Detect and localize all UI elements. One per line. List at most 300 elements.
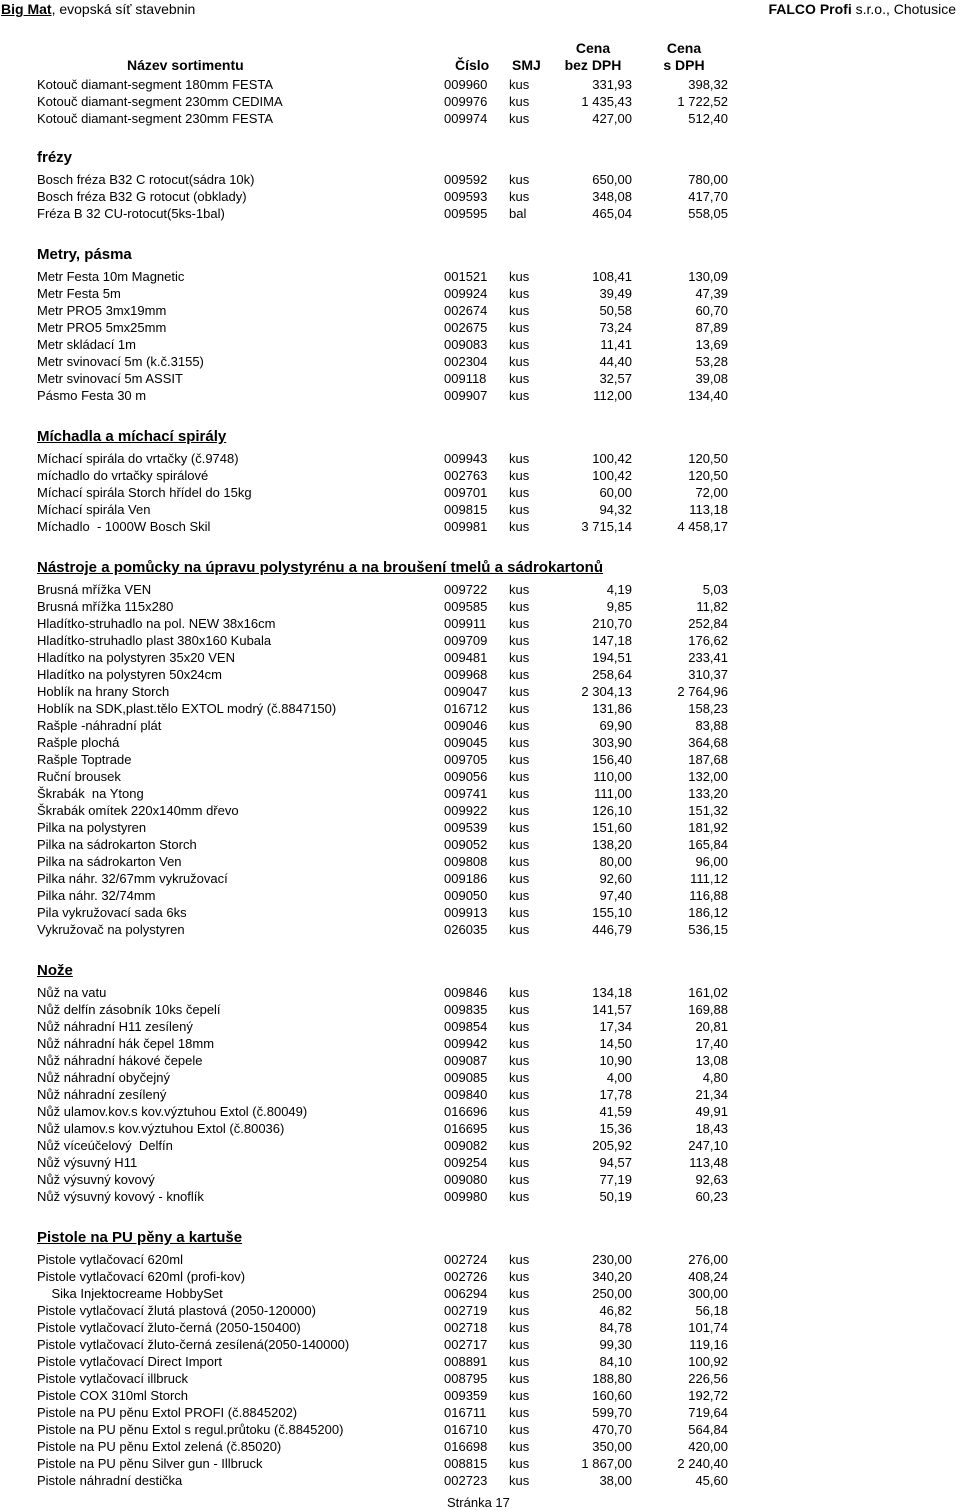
item-price-inc-vat: 181,92 — [688, 820, 728, 835]
price-list — [37, 76, 737, 1489]
item-number: 001521 — [444, 269, 488, 284]
item-price-ex-vat: 599,70 — [592, 1405, 632, 1420]
item-name: Pila vykružovací sada 6ks — [37, 905, 187, 920]
item-price-inc-vat: 47,39 — [695, 286, 728, 301]
item-unit: kus — [509, 1422, 530, 1437]
item-unit: kus — [509, 1189, 530, 1204]
item-price-inc-vat: 45,60 — [695, 1473, 728, 1488]
item-name: Míchadlo - 1000W Bosch Skil — [37, 519, 211, 534]
item-name: Pistole na PU pěnu Silver gun - Illbruck — [37, 1456, 263, 1471]
item-price-inc-vat: 192,72 — [688, 1388, 728, 1403]
item-number: 002717 — [444, 1337, 488, 1352]
table-row — [37, 1171, 737, 1188]
item-unit: kus — [509, 871, 530, 886]
table-row — [37, 353, 737, 370]
table-row — [37, 1472, 737, 1489]
item-name: Pilka náhr. 32/67mm vykružovací — [37, 871, 228, 886]
price-inc-label-1: Cena — [666, 40, 702, 56]
table-row — [37, 1137, 737, 1154]
item-name: Pistole vytlačovací žlutá plastová (2050-120000) — [37, 1303, 316, 1318]
item-name: Nůž delfín zásobník 10ks čepelí — [37, 1002, 221, 1017]
item-number: 009922 — [444, 803, 488, 818]
item-unit: kus — [509, 667, 530, 682]
item-unit: kus — [509, 701, 530, 716]
item-price-inc-vat: 20,81 — [695, 1019, 728, 1034]
item-unit: kus — [509, 1155, 530, 1170]
item-price-ex-vat: 17,78 — [599, 1087, 632, 1102]
item-price-ex-vat: 44,40 — [599, 354, 632, 369]
item-unit: kus — [509, 1337, 530, 1352]
table-row — [37, 1438, 737, 1455]
table-row — [37, 1336, 737, 1353]
item-name: Hladítko na polystyren 35x20 VEN — [37, 650, 235, 665]
table-row — [37, 1188, 737, 1205]
item-unit: kus — [509, 77, 530, 92]
item-price-ex-vat: 427,00 — [592, 111, 632, 126]
item-name: Rašple -náhradní plát — [37, 718, 162, 733]
item-price-ex-vat: 303,90 — [592, 735, 632, 750]
item-price-inc-vat: 176,62 — [688, 633, 728, 648]
table-row — [37, 802, 737, 819]
table-row — [37, 887, 737, 904]
item-name: Škrabák na Ytong — [37, 786, 144, 801]
item-price-ex-vat: 446,79 — [592, 922, 632, 937]
section-gap — [37, 1205, 737, 1229]
item-unit: kus — [509, 269, 530, 284]
table-row — [37, 1285, 737, 1302]
item-name: Pistole COX 310ml Storch — [37, 1388, 189, 1403]
item-unit: kus — [509, 189, 530, 204]
header-brand-link[interactable]: Big Mat — [1, 1, 52, 17]
table-row — [37, 1404, 737, 1421]
section-gap — [37, 938, 737, 962]
item-price-ex-vat: 69,90 — [599, 718, 632, 733]
section-gap — [37, 535, 737, 559]
item-name: Nůž náhradní zesílený — [37, 1087, 167, 1102]
table-row — [37, 285, 737, 302]
table-row — [37, 768, 737, 785]
item-number: 009585 — [444, 599, 488, 614]
item-unit: kus — [509, 616, 530, 631]
item-price-ex-vat: 39,49 — [599, 286, 632, 301]
item-name: Metr PRO5 3mx19mm — [37, 303, 167, 318]
item-name: Metr svinovací 5m (k.č.3155) — [37, 354, 204, 369]
item-price-inc-vat: 60,70 — [695, 303, 728, 318]
item-price-ex-vat: 32,57 — [599, 371, 632, 386]
item-price-ex-vat: 131,86 — [592, 701, 632, 716]
item-price-inc-vat: 536,15 — [688, 922, 728, 937]
item-unit: kus — [509, 1320, 530, 1335]
item-name: Kotouč diamant-segment 230mm FESTA — [37, 111, 274, 126]
item-name: Nůž výsuvný kovový - knoflík — [37, 1189, 204, 1204]
item-unit: kus — [509, 320, 530, 335]
item-number: 009808 — [444, 854, 488, 869]
item-name: Rašple Toptrade — [37, 752, 132, 767]
item-unit: kus — [509, 769, 530, 784]
item-number: 009741 — [444, 786, 488, 801]
item-number: 009595 — [444, 206, 488, 221]
item-unit: kus — [509, 1439, 530, 1454]
item-price-inc-vat: 49,91 — [695, 1104, 728, 1119]
item-unit: kus — [509, 684, 530, 699]
item-price-inc-vat: 87,89 — [695, 320, 728, 335]
section-heading: frézy — [37, 149, 73, 166]
table-row — [37, 1353, 737, 1370]
table-row — [37, 484, 737, 501]
item-price-inc-vat: 39,08 — [695, 371, 728, 386]
item-price-ex-vat: 230,00 — [592, 1252, 632, 1267]
table-row — [37, 598, 737, 615]
item-price-ex-vat: 100,42 — [592, 451, 632, 466]
item-number: 009835 — [444, 1002, 488, 1017]
section-heading: Nože — [37, 962, 73, 979]
table-row — [37, 1302, 737, 1319]
item-price-inc-vat: 2 764,96 — [677, 684, 728, 699]
item-number: 009087 — [444, 1053, 488, 1068]
item-name: Pásmo Festa 30 m — [37, 388, 147, 403]
item-number: 009981 — [444, 519, 488, 534]
item-price-ex-vat: 350,00 — [592, 1439, 632, 1454]
item-price-ex-vat: 340,20 — [592, 1269, 632, 1284]
item-price-inc-vat: 398,32 — [688, 77, 728, 92]
item-number: 009840 — [444, 1087, 488, 1102]
section-heading: Nástroje a pomůcky na úpravu polystyrénu a na broušení tmelů a sádrokartonů — [37, 559, 603, 576]
item-price-inc-vat: 133,20 — [688, 786, 728, 801]
item-price-ex-vat: 100,42 — [592, 468, 632, 483]
item-number: 009815 — [444, 502, 488, 517]
item-name: Pilka na sádrokarton Ven — [37, 854, 182, 869]
table-row — [37, 1319, 737, 1336]
table-row — [37, 76, 737, 93]
table-row — [37, 171, 737, 188]
table-row — [37, 518, 737, 535]
item-price-inc-vat: 2 240,40 — [677, 1456, 728, 1471]
item-price-inc-vat: 113,48 — [689, 1155, 728, 1170]
table-row — [37, 700, 737, 717]
item-name: Nůž na vatu — [37, 985, 107, 1000]
item-price-inc-vat: 1 722,52 — [677, 94, 728, 109]
item-unit: kus — [509, 1002, 530, 1017]
section-heading: Pistole na PU pěny a kartuše — [37, 1229, 243, 1246]
item-price-ex-vat: 50,58 — [599, 303, 632, 318]
table-row — [37, 1154, 737, 1171]
table-row — [37, 1035, 737, 1052]
item-number: 009854 — [444, 1019, 488, 1034]
item-price-ex-vat: 210,70 — [592, 616, 632, 631]
item-price-inc-vat: 60,23 — [695, 1189, 728, 1204]
item-unit: kus — [509, 1138, 530, 1153]
item-unit: kus — [509, 599, 530, 614]
item-number: 009722 — [444, 582, 488, 597]
item-price-ex-vat: 41,59 — [599, 1104, 632, 1119]
item-number: 002763 — [444, 468, 488, 483]
item-price-inc-vat: 165,84 — [688, 837, 728, 852]
item-price-ex-vat: 2 304,13 — [581, 684, 632, 699]
item-name: Pilka na polystyren — [37, 820, 147, 835]
item-number: 009943 — [444, 451, 488, 466]
item-number: 002724 — [444, 1252, 488, 1267]
table-row — [37, 717, 737, 734]
item-name: Pistole vytlačovací illbruck — [37, 1371, 188, 1386]
item-price-ex-vat: 138,20 — [592, 837, 632, 852]
item-price-inc-vat: 92,63 — [695, 1172, 728, 1187]
item-price-inc-vat: 134,40 — [688, 388, 728, 403]
item-unit: kus — [509, 1456, 530, 1471]
item-price-ex-vat: 331,93 — [592, 77, 632, 92]
item-name: Nůž náhradní H11 zesílený — [37, 1019, 193, 1034]
item-price-inc-vat: 119,16 — [689, 1337, 728, 1352]
table-row — [37, 836, 737, 853]
table-row — [37, 581, 737, 598]
table-row — [37, 450, 737, 467]
table-row — [37, 1120, 737, 1137]
item-price-ex-vat: 465,04 — [592, 206, 632, 221]
item-number: 009083 — [444, 337, 488, 352]
item-number: 008891 — [444, 1354, 488, 1369]
item-number: 002726 — [444, 1269, 488, 1284]
item-number: 002675 — [444, 320, 488, 335]
item-price-ex-vat: 134,18 — [592, 985, 632, 1000]
table-row — [37, 336, 737, 353]
item-unit: kus — [509, 820, 530, 835]
item-number: 009980 — [444, 1189, 488, 1204]
item-unit: kus — [509, 888, 530, 903]
item-price-ex-vat: 4,00 — [606, 1070, 632, 1085]
table-row — [37, 819, 737, 836]
item-number: 009593 — [444, 189, 488, 204]
price-inc-label-2: s DPH — [663, 57, 705, 73]
item-name: Kotouč diamant-segment 230mm CEDIMA — [37, 94, 283, 109]
item-name: Pistole vytlačovací 620ml (profi-kov) — [37, 1269, 246, 1284]
item-unit: kus — [509, 1303, 530, 1318]
item-name: Pilka na sádrokarton Storch — [37, 837, 197, 852]
item-name: Vykružovač na polystyren — [37, 922, 185, 937]
item-price-inc-vat: 132,00 — [688, 769, 728, 784]
item-price-ex-vat: 160,60 — [592, 1388, 632, 1403]
item-price-ex-vat: 84,78 — [599, 1320, 632, 1335]
item-unit: kus — [509, 1473, 530, 1488]
item-name: Brusná mřížka 115x280 — [37, 599, 174, 614]
item-number: 009481 — [444, 650, 488, 665]
item-unit: kus — [509, 371, 530, 386]
item-price-ex-vat: 258,64 — [592, 667, 632, 682]
document-header-left — [1, 1, 195, 17]
item-number: 008795 — [444, 1371, 488, 1386]
item-unit: kus — [509, 1371, 530, 1386]
table-row — [37, 205, 737, 222]
table-row — [37, 1268, 737, 1285]
item-name: Hladítko na polystyren 50x24cm — [37, 667, 222, 682]
item-number: 009924 — [444, 286, 488, 301]
item-name: Pistole na PU pěnu Extol PROFI (č.8845202) — [37, 1405, 298, 1420]
item-unit: kus — [509, 650, 530, 665]
item-name: Škrabák omítek 220x140mm dřevo — [37, 803, 239, 818]
table-row — [37, 387, 737, 404]
item-name: Pistole vytlačovací žluto-černá (2050-150400) — [37, 1320, 301, 1335]
item-price-inc-vat: 158,23 — [688, 701, 728, 716]
item-number: 009045 — [444, 735, 488, 750]
table-row — [37, 853, 737, 870]
item-number: 009705 — [444, 752, 488, 767]
item-number: 008815 — [444, 1456, 488, 1471]
item-price-ex-vat: 99,30 — [599, 1337, 632, 1352]
item-unit: kus — [509, 1269, 530, 1284]
item-name: Míchací spirála Ven — [37, 502, 151, 517]
item-name: Pistole náhradní destička — [37, 1473, 183, 1488]
item-price-inc-vat: 111,12 — [690, 871, 728, 886]
item-price-inc-vat: 113,18 — [689, 502, 728, 517]
section-heading: Míchadla a míchací spirály — [37, 428, 227, 445]
item-price-inc-vat: 247,10 — [688, 1138, 728, 1153]
item-name: Nůž výsuvný H11 — [37, 1155, 138, 1170]
item-name: Bosch fréza B32 C rotocut(sádra 10k) — [37, 172, 255, 187]
item-name: Metr skládací 1m — [37, 337, 136, 352]
item-price-inc-vat: 5,03 — [702, 582, 728, 597]
item-price-ex-vat: 73,24 — [599, 320, 632, 335]
item-number: 009047 — [444, 684, 488, 699]
item-price-inc-vat: 120,50 — [688, 451, 728, 466]
item-unit: kus — [509, 1019, 530, 1034]
item-number: 009974 — [444, 111, 488, 126]
item-price-ex-vat: 1 867,00 — [581, 1456, 632, 1471]
item-price-inc-vat: 186,12 — [688, 905, 728, 920]
item-price-ex-vat: 38,00 — [599, 1473, 632, 1488]
item-price-inc-vat: 169,88 — [688, 1002, 728, 1017]
item-price-ex-vat: 194,51 — [592, 650, 632, 665]
item-unit: kus — [509, 985, 530, 1000]
item-name: Pistole vytlačovací Direct Import — [37, 1354, 222, 1369]
item-number: 002718 — [444, 1320, 488, 1335]
item-price-inc-vat: 780,00 — [688, 172, 728, 187]
item-number: 009911 — [444, 616, 487, 631]
item-price-inc-vat: 564,84 — [688, 1422, 728, 1437]
item-number: 009913 — [444, 905, 488, 920]
table-row — [37, 666, 737, 683]
item-price-ex-vat: 250,00 — [592, 1286, 632, 1301]
item-number: 009046 — [444, 718, 488, 733]
item-unit: kus — [509, 485, 530, 500]
item-name: Pistole vytlačovací 620ml — [37, 1252, 183, 1267]
item-number: 002723 — [444, 1473, 488, 1488]
page-number: Stránka 17 — [447, 1495, 510, 1510]
item-unit: kus — [509, 519, 530, 534]
item-unit: kus — [509, 111, 530, 126]
item-price-ex-vat: 470,70 — [592, 1422, 632, 1437]
item-number: 009080 — [444, 1172, 488, 1187]
table-row — [37, 1387, 737, 1404]
price-ex-label-1: Cena — [575, 40, 611, 56]
item-price-ex-vat: 11,41 — [600, 337, 632, 352]
header-company-rest: s.r.o., Chotusice — [851, 1, 956, 17]
item-unit: bal — [509, 206, 527, 221]
table-row — [37, 1421, 737, 1438]
item-name: Pistole vytlačovací žluto-černá zesílená(2050-140000) — [37, 1337, 350, 1352]
item-unit: kus — [509, 468, 530, 483]
item-price-ex-vat: 650,00 — [592, 172, 632, 187]
table-row — [37, 501, 737, 518]
column-header-name: Název sortimentu — [127, 57, 244, 73]
item-price-ex-vat: 46,82 — [599, 1303, 632, 1318]
item-name: Kotouč diamant-segment 180mm FESTA — [37, 77, 274, 92]
item-unit: kus — [509, 803, 530, 818]
section-heading: Metry, pásma — [37, 246, 132, 263]
table-row — [37, 734, 737, 751]
item-price-inc-vat: 512,40 — [688, 111, 728, 126]
item-number: 009701 — [444, 485, 488, 500]
item-number: 009085 — [444, 1070, 488, 1085]
item-number: 009592 — [444, 172, 488, 187]
item-price-ex-vat: 348,08 — [592, 189, 632, 204]
item-number: 009539 — [444, 820, 488, 835]
item-name: Nůž ulamov.s kov.výztuhou Extol (č.80036) — [37, 1121, 285, 1136]
item-name: Hladítko-struhadlo plast 380x160 Kubala — [37, 633, 272, 648]
item-price-ex-vat: 151,60 — [592, 820, 632, 835]
item-price-ex-vat: 9,85 — [606, 599, 632, 614]
item-name: Pilka náhr. 32/74mm — [37, 888, 156, 903]
item-unit: kus — [509, 172, 530, 187]
item-unit: kus — [509, 837, 530, 852]
table-row — [37, 1103, 737, 1120]
table-row — [37, 268, 737, 285]
item-unit: kus — [509, 1087, 530, 1102]
item-price-inc-vat: 420,00 — [688, 1439, 728, 1454]
item-unit: kus — [509, 354, 530, 369]
item-price-ex-vat: 110,00 — [593, 769, 632, 784]
item-price-ex-vat: 108,41 — [592, 269, 632, 284]
item-price-ex-vat: 156,40 — [592, 752, 632, 767]
item-unit: kus — [509, 718, 530, 733]
item-price-inc-vat: 83,88 — [695, 718, 728, 733]
item-price-ex-vat: 60,00 — [599, 485, 632, 500]
item-name: Brusná mřížka VEN — [37, 582, 152, 597]
table-row — [37, 1370, 737, 1387]
item-price-ex-vat: 3 715,14 — [581, 519, 632, 534]
item-name: Sika Injektocreame HobbySet — [37, 1286, 223, 1301]
table-row — [37, 1001, 737, 1018]
table-row — [37, 1086, 737, 1103]
item-unit: kus — [509, 922, 530, 937]
section-gap — [37, 127, 737, 149]
item-name: Nůž výsuvný kovový — [37, 1172, 155, 1187]
item-number: 002719 — [444, 1303, 488, 1318]
table-row — [37, 93, 737, 110]
item-price-inc-vat: 252,84 — [688, 616, 728, 631]
item-unit: kus — [509, 502, 530, 517]
item-number: 009960 — [444, 77, 488, 92]
item-price-ex-vat: 141,57 — [592, 1002, 632, 1017]
item-unit: kus — [509, 1405, 530, 1420]
item-name: Pistole na PU pěnu Extol s regul.průtoku (č.8845200) — [37, 1422, 344, 1437]
item-number: 009254 — [444, 1155, 488, 1170]
item-price-inc-vat: 408,24 — [688, 1269, 728, 1284]
item-price-inc-vat: 116,88 — [689, 888, 728, 903]
table-row — [37, 1018, 737, 1035]
table-row — [37, 615, 737, 632]
item-unit: kus — [509, 1053, 530, 1068]
item-name: Fréza B 32 CU-rotocut(5ks-1bal) — [37, 206, 225, 221]
item-price-ex-vat: 10,90 — [599, 1053, 632, 1068]
section-gap — [37, 404, 737, 428]
item-name: Nůž náhradní hák čepel 18mm — [37, 1036, 215, 1051]
item-price-inc-vat: 56,18 — [695, 1303, 728, 1318]
item-unit: kus — [509, 337, 530, 352]
table-row — [37, 683, 737, 700]
item-number: 009186 — [444, 871, 488, 886]
item-number: 009050 — [444, 888, 488, 903]
column-header-unit: SMJ — [512, 57, 541, 73]
item-number: 009709 — [444, 633, 488, 648]
item-number: 002304 — [444, 354, 488, 369]
